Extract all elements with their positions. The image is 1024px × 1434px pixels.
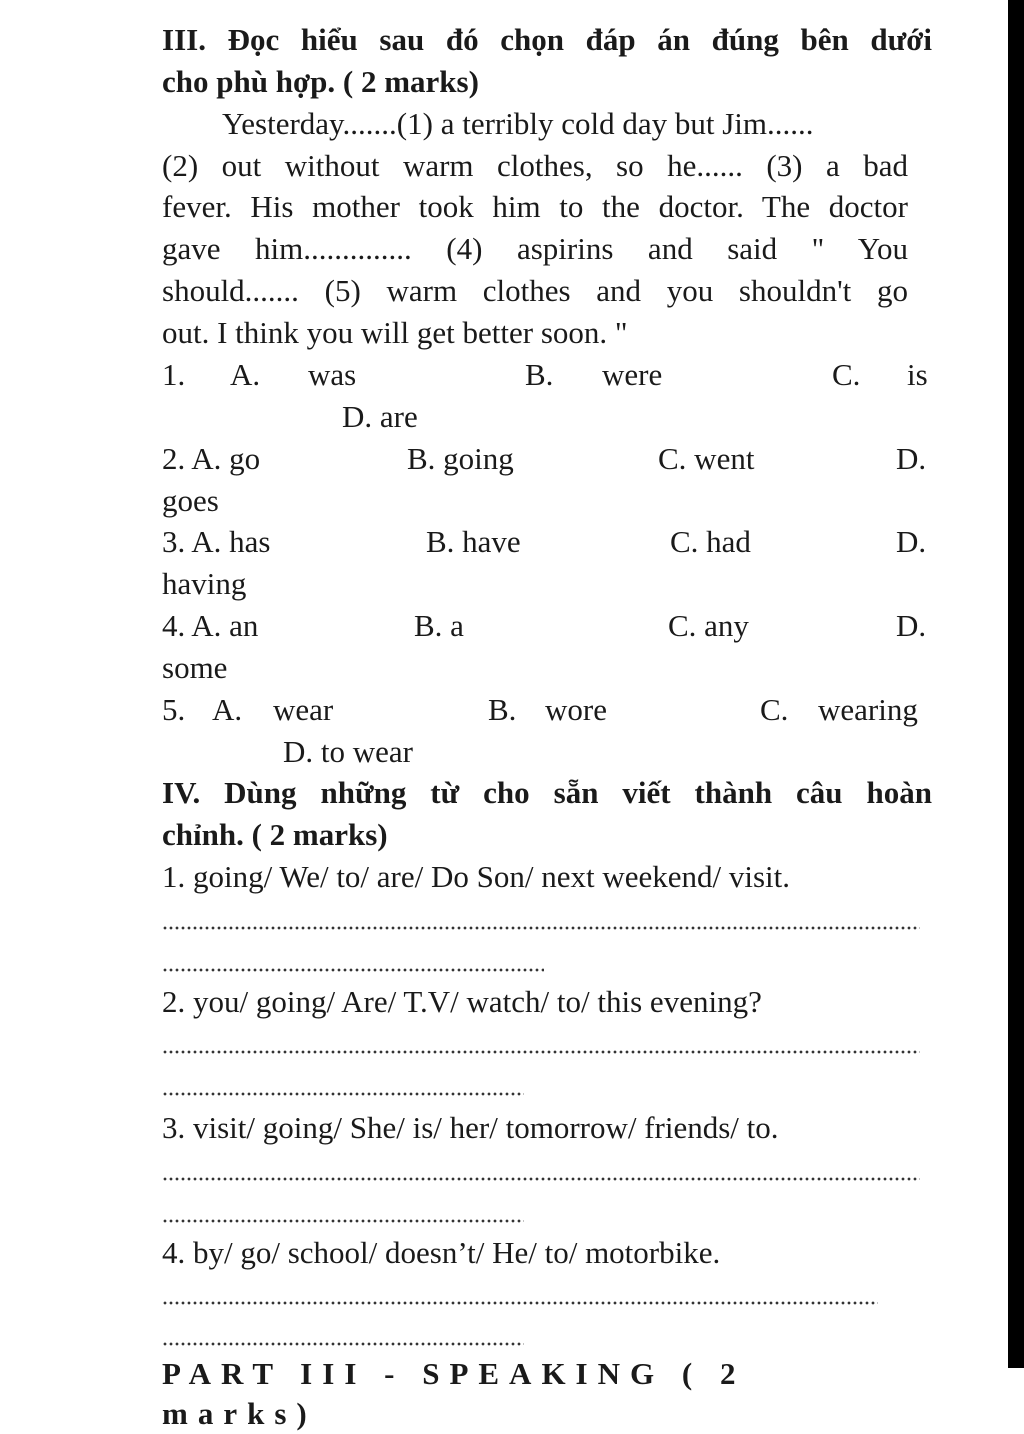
answer-line-1b[interactable]: [162, 968, 544, 972]
passage-line-4: gave him.............. (4) aspirins and said " You: [162, 231, 908, 266]
q2-option-b: B. going: [407, 441, 514, 476]
q1-option-b: were: [602, 357, 663, 392]
q2-option-d: goes: [162, 483, 219, 518]
answer-line-4b[interactable]: [162, 1342, 524, 1346]
answer-line-4a[interactable]: [162, 1301, 878, 1305]
q2-option-c: C. went: [658, 441, 755, 476]
answer-line-3a[interactable]: [162, 1177, 920, 1181]
q1-option-b-label: B.: [525, 357, 554, 392]
passage-line-2: (2) out without warm clothes, so he...... (3) a bad: [162, 148, 908, 183]
right-edge-bar: [1008, 0, 1024, 1368]
q4-option-a: 4. A. an: [162, 608, 259, 643]
q5-option-b: wore: [545, 692, 607, 727]
q2-option-a: 2. A. go: [162, 441, 261, 476]
rewrite-item-4: 4. by/ go/ school/ doesn’t/ He/ to/ motorbike.: [162, 1235, 721, 1270]
q3-option-d: having: [162, 566, 247, 601]
q1-option-c-label: C.: [832, 357, 861, 392]
q4-option-b: B. a: [414, 608, 464, 643]
q4-option-d-label: D.: [896, 608, 927, 643]
q5-option-b-label: B.: [488, 692, 517, 727]
rewrite-item-1: 1. going/ We/ to/ are/ Do Son/ next weekend/ visit.: [162, 859, 791, 894]
passage-line-3: fever. His mother took him to the doctor. The doctor: [162, 189, 908, 224]
q4-option-d: some: [162, 650, 228, 685]
rewrite-item-3: 3. visit/ going/ She/ is/ her/ tomorrow/ friends/ to.: [162, 1110, 779, 1145]
next-section-heading-cut: [162, 1354, 802, 1431]
q5-option-c: wearing: [818, 692, 918, 727]
answer-line-2a[interactable]: [162, 1050, 920, 1054]
answer-line-3b[interactable]: [162, 1219, 524, 1223]
answer-line-2b[interactable]: [162, 1092, 524, 1096]
q3-option-b: B. have: [426, 524, 521, 559]
section3-heading-line1: III. Đọc hiểu sau đó chọn đáp án đúng bên dưới: [162, 22, 932, 57]
q1-number: 1.: [162, 357, 186, 392]
rewrite-item-2: 2. you/ going/ Are/ T.V/ watch/ to/ this evening?: [162, 984, 762, 1019]
section4-heading-line2: chỉnh. ( 2 marks): [162, 817, 388, 852]
q5-number: 5.: [162, 692, 186, 727]
q5-option-d: D. to wear: [283, 734, 413, 769]
q2-option-d-label: D.: [896, 441, 927, 476]
section4-heading-line1: IV. Dùng những từ cho sẵn viết thành câu hoàn: [162, 775, 932, 810]
section3-heading-line2: cho phù hợp. ( 2 marks): [162, 64, 479, 99]
q5-option-c-label: C.: [760, 692, 789, 727]
q5-option-a-label: A.: [212, 692, 243, 727]
passage-line-5: should....... (5) warm clothes and you shouldn't go: [162, 273, 908, 308]
passage-line-6: out. I think you will get better soon. ": [162, 315, 628, 350]
q3-option-d-label: D.: [896, 524, 927, 559]
q1-option-c: is: [907, 357, 928, 392]
answer-line-1a[interactable]: [162, 926, 920, 930]
q3-option-a: 3. A. has: [162, 524, 271, 559]
q3-option-c: C. had: [670, 524, 751, 559]
q1-option-d: D. are: [342, 399, 418, 434]
q4-option-c: C. any: [668, 608, 749, 643]
next-section-heading-text: PART III - SPEAKING ( 2 marks): [162, 1356, 746, 1431]
q5-option-a: wear: [273, 692, 334, 727]
q1-option-a: was: [308, 357, 357, 392]
q1-option-a-label: A.: [230, 357, 261, 392]
passage-line-1: Yesterday.......(1) a terribly cold day but Jim......: [222, 106, 814, 141]
